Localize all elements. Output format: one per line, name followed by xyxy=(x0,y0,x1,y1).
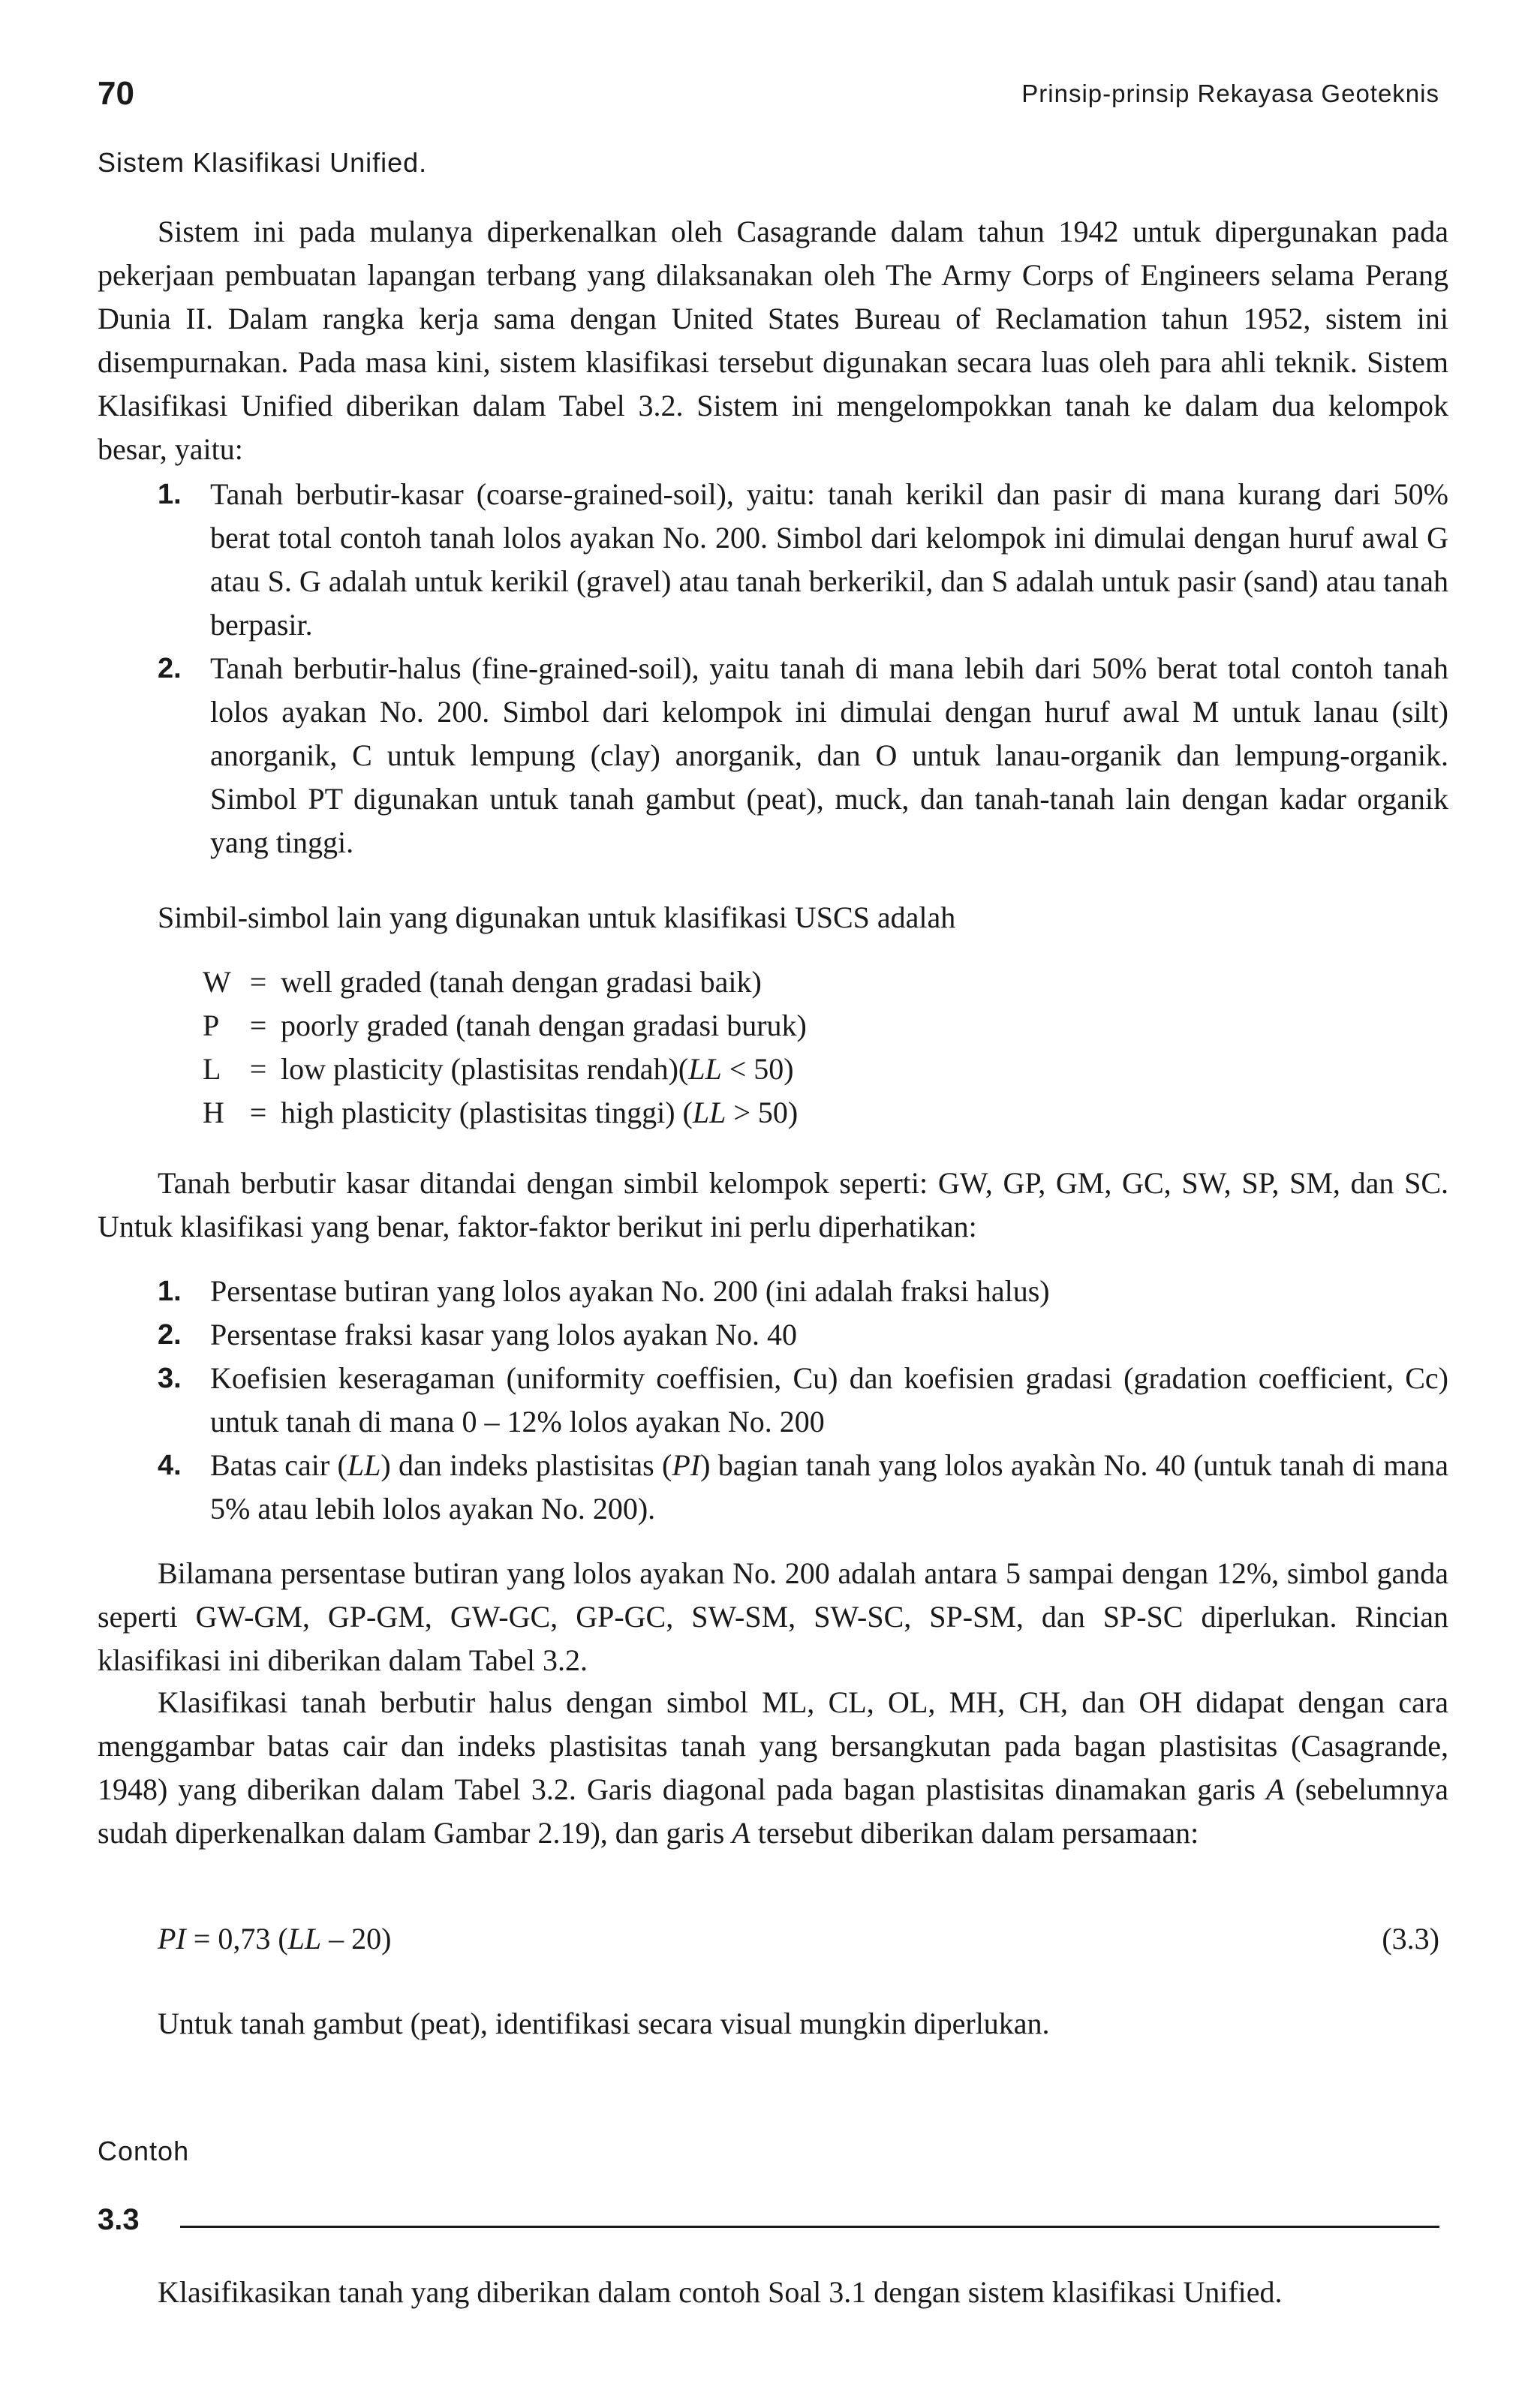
symbol-meaning-pre: high plasticity (plastisitas tinggi) ( xyxy=(281,1096,693,1129)
equation-rhs-variable: LL xyxy=(287,1922,322,1956)
symbol-meaning-post: > 50) xyxy=(726,1096,799,1129)
factor-item xyxy=(98,1444,1448,1531)
factor-text-pre: Batas cair ( xyxy=(210,1448,347,1482)
group-list-item-coarse xyxy=(98,473,1448,647)
equation-lhs: PI xyxy=(158,1922,186,1956)
group-number: 1. xyxy=(158,479,182,510)
factor-text: Koefisien keseragaman (uniformity coeffisien, Cu) dan koefisien gradasi (gradation coefficient, Cc) untuk tanah di mana 0 – 12% lolos ayakan No. 200 xyxy=(210,1361,1448,1438)
symbol-row-h xyxy=(203,1091,807,1135)
example-number: 3.3 xyxy=(98,2203,140,2236)
symbol-meaning xyxy=(281,1091,798,1135)
factor-variable-pi: PI xyxy=(672,1448,701,1482)
factor-item xyxy=(98,1313,1448,1357)
symbol-equals: = xyxy=(249,965,267,999)
symbol-letter: L xyxy=(203,1052,221,1086)
factor-text: Persentase fraksi kasar yang lolos ayakan No. 40 xyxy=(210,1318,797,1351)
dual-symbol-paragraph-text: Bilamana persentase butiran yang lolos ayakan No. 200 adalah antara 5 sampai dengan 12%, simbol ganda seperti GW-GM, GP-GM, GW-GC, GP-GC, SW-SM, SW-SC, SP-SM, dan SP-SC diperlukan. Rincian klasifikasi ini diberikan dalam Tabel 3.2. xyxy=(98,1556,1448,1677)
symbol-meaning-pre: low plasticity (plastisitas rendah)( xyxy=(281,1052,689,1086)
factor-text-post: ) bagian tanah yang lolos ayakàn No. 40 (untuk tanah di mana 5% atau lebih lolos ayakan No. 200). xyxy=(210,1448,1448,1526)
equation-rhs-post: – 20) xyxy=(321,1922,392,1956)
symbol-letter: H xyxy=(203,1096,224,1129)
symbol-letter: P xyxy=(203,1009,220,1042)
fine-grained-paragraph xyxy=(98,1681,1448,1855)
dual-symbol-paragraph xyxy=(98,1552,1448,1682)
example-label: Contoh xyxy=(98,2136,190,2166)
group-text: Tanah berbutir-halus (fine-grained-soil), yaitu tanah di mana lebih dari 50% berat total contoh tanah lolos ayakan No. 200. Simbol dari kelompok ini dimulai dengan huruf awal M untuk lanau (silt) anorganik, C untuk lempung (clay) anorganik, dan O untuk lanau-organik dan lempung-organik. Simbol PT digunakan untuk tanah gambut (peat), muck, dan tanah-tanah lain dengan kadar organik yang tinggi. xyxy=(210,651,1448,859)
section-heading: Sistem Klasifikasi Unified. xyxy=(98,147,428,178)
example-paragraph xyxy=(98,2271,1448,2314)
factor-number: 1. xyxy=(158,1276,182,1307)
fine-paragraph-part1: Klasifikasi tanah berbutir halus dengan simbol ML, CL, OL, MH, CH, dan OH didapat dengan cara menggambar batas cair dan indeks plastisitas tanah yang bersangkutan pada bagan plastisitas (Casagrande, 1948) yang diberikan dalam Tabel 3.2. Garis diagonal pada bagan plastisitas dinamakan garis xyxy=(98,1685,1448,1806)
symbol-equals: = xyxy=(249,1009,267,1042)
symbol-row-l xyxy=(203,1048,807,1091)
symbols-intro-text: Simbil-simbol lain yang digunakan untuk klasifikasi USCS adalah xyxy=(158,900,956,934)
symbol-meaning-post: < 50) xyxy=(721,1052,794,1086)
factor-variable-ll: LL xyxy=(347,1448,381,1482)
factor-item xyxy=(98,1357,1448,1444)
fine-paragraph-a-line: A xyxy=(1266,1772,1285,1806)
coarse-paragraph-text: Tanah berbutir kasar ditandai dengan simbil kelompok seperti: GW, GP, GM, GC, SW, SP, SM, dan SC. Untuk klasifikasi yang benar, faktor-faktor berikut ini perlu diperhatikan: xyxy=(98,1166,1448,1243)
intro-paragraph-text: Sistem ini pada mulanya diperkenalkan oleh Casagrande dalam tahun 1942 untuk dipergunakan pada pekerjaan pembuatan lapangan terbang yang dilaksanakan oleh The Army Corps of Engineers selama Perang Dunia II. Dalam rangka kerja sama dengan United States Bureau of Reclamation tahun 1952, sistem ini disempurnakan. Pada masa kini, sistem klasifikasi tersebut digunakan secara luas oleh para ahli teknik. Sistem Klasifikasi Unified diberikan dalam Tabel 3.2. Sistem ini mengelompokkan tanah ke dalam dua kelompok besar, yaitu: xyxy=(98,215,1448,466)
group-number: 2. xyxy=(158,653,182,684)
factors-list xyxy=(98,1270,1448,1531)
symbols-intro xyxy=(98,896,1448,939)
group-text: Tanah berbutir-kasar (coarse-grained-soil), yaitu: tanah kerikil dan pasir di mana kurang dari 50% berat total contoh tanah lolos ayakan No. 200. Simbol dari kelompok ini dimulai dengan huruf awal G atau S. G adalah untuk kerikil (gravel) atau tanah berkerikil, dan S adalah untuk pasir (sand) atau tanah berpasir. xyxy=(210,477,1448,642)
symbol-meaning xyxy=(281,1048,794,1091)
peat-paragraph xyxy=(98,2002,1448,2046)
factor-item xyxy=(98,1270,1448,1313)
factor-number: 2. xyxy=(158,1319,182,1351)
factor-text-mid: ) dan indeks plastisitas ( xyxy=(380,1448,672,1482)
symbol-row-w xyxy=(203,960,807,1004)
equation-number: (3.3) xyxy=(1382,1922,1439,1956)
example-text: Klasifikasikan tanah yang diberikan dalam contoh Soal 3.1 dengan sistem klasifikasi Unified. xyxy=(158,2275,1283,2309)
symbol-equals: = xyxy=(249,1096,267,1129)
factor-number: 3. xyxy=(158,1363,182,1394)
symbol-meaning-variable: LL xyxy=(688,1052,722,1086)
page-number: 70 xyxy=(98,75,134,112)
coarse-paragraph xyxy=(98,1162,1448,1249)
intro-paragraph xyxy=(98,210,1448,471)
fine-paragraph-part2: (sebelumnya sudah diperkenalkan dalam Gambar 2.19), dan garis xyxy=(98,1772,1449,1850)
factor-text xyxy=(210,1448,1448,1526)
symbol-equals: = xyxy=(249,1052,267,1086)
symbols-list xyxy=(203,960,807,1135)
factor-number: 4. xyxy=(158,1450,182,1481)
a-line-equation xyxy=(158,1921,391,1956)
equation-rhs-pre: = 0,73 ( xyxy=(185,1922,288,1956)
symbol-meaning-variable: LL xyxy=(692,1096,726,1129)
factor-text: Persentase butiran yang lolos ayakan No. 200 (ini adalah fraksi halus) xyxy=(210,1274,1050,1308)
fine-paragraph-part3: tersebut diberikan dalam persamaan: xyxy=(750,1816,1199,1850)
symbol-meaning: poorly graded (tanah dengan gradasi buruk) xyxy=(281,1009,807,1042)
symbol-meaning: well graded (tanah dengan gradasi baik) xyxy=(281,965,762,999)
running-title: Prinsip-prinsip Rekayasa Geoteknis xyxy=(1021,80,1439,107)
fine-paragraph-a-line-2: A xyxy=(732,1816,750,1850)
symbol-letter: W xyxy=(203,965,231,999)
symbol-row-p xyxy=(203,1004,807,1048)
example-divider xyxy=(180,2226,1439,2228)
peat-paragraph-text: Untuk tanah gambut (peat), identifikasi secara visual mungkin diperlukan. xyxy=(158,2007,1050,2040)
group-list-item-fine xyxy=(98,647,1448,864)
